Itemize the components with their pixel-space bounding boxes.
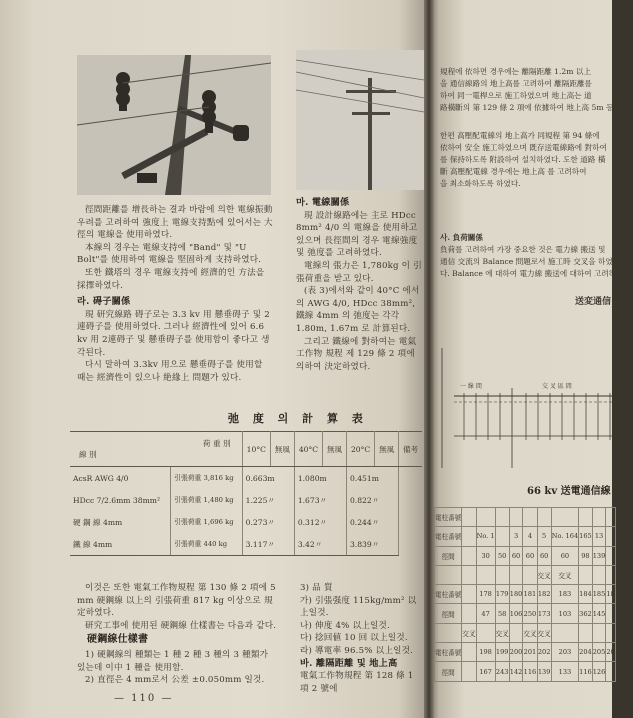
diagram-label-right: 交 叉 區 間 [542, 383, 572, 390]
table-cell: 178 [476, 585, 495, 604]
row-sag-20: 3.839〃 [346, 533, 398, 556]
table-cell [462, 508, 476, 527]
header-windless-2: 無風 [323, 432, 347, 467]
table-cell: 184 [579, 585, 593, 604]
table-cell: 167 [476, 662, 495, 681]
table-cell: 203 [551, 643, 578, 662]
table-cell: 交叉 [523, 623, 537, 642]
table-cell: 58 [495, 604, 509, 623]
after-table-para-1: 이것은 또한 電氣工作物規程 第 130 條 2 項에 5 mm 硬鋼線 以上의 引張荷重 817 kg 이상으로 規定하였다. [77, 583, 276, 619]
table-cell [462, 662, 476, 681]
table-cell: 18 [606, 585, 615, 604]
row-load: 引張荷重 440 kg [171, 533, 243, 556]
table-cell: 47 [476, 604, 495, 623]
table-cell: 243 [495, 662, 509, 681]
right-line: 를 保持하도록 附設하여 설치하였다. 도한 道路 橫 [440, 155, 606, 164]
diagram-label-left: 一 線 間 [460, 383, 482, 390]
col1-body [77, 204, 273, 384]
table-cell [462, 527, 476, 546]
table-title: 弛 度 의 計 算 表 [228, 412, 368, 425]
spec-heading: 硬鋼線仕樣書 [87, 634, 149, 646]
table-cell: 139 [537, 662, 551, 681]
row-remarks [399, 467, 422, 556]
table-cell: 98 [579, 546, 593, 565]
row-sag-40: 1.080m [294, 467, 346, 490]
book-gutter [424, 0, 434, 718]
right-line: 負荷를 고려하여 가장 중요한 것은 電力線 搬送 및 [440, 245, 606, 254]
quality-item-3: 다) 捻回値 10 回 以上일것. [300, 633, 408, 644]
table-cell: 30 [476, 546, 495, 565]
page-number: — 110 — [114, 693, 174, 704]
row-label: 電柱番號 [435, 508, 462, 527]
quality-item-4: 라) 導電率 96.5% 以上일것. [300, 645, 414, 656]
table-cell: 145 [592, 604, 606, 623]
row-sag-20: 0.244〃 [346, 511, 398, 533]
table-cell: 204 [579, 643, 593, 662]
table-cell: 142 [509, 662, 523, 681]
row-load: 引張荷重 1,480 kg [171, 489, 243, 511]
table-cell [592, 565, 606, 584]
right-line: 다. Balance 에 대하여 電力線 搬送에 대하여 고려하였다. [440, 269, 633, 278]
table-cell: 60 [523, 546, 537, 565]
table-cell: 13 [592, 527, 606, 546]
quality-item-2: 나) 伸度 4% 以上일것. [300, 620, 390, 631]
col2-para-1: 現 設計線路에는 主로 HDcc 8mm² 4/0 의 電線을 使用하고 있으며 長徑間의 경우 電線強度 및 弛度를 고려하였다. [296, 210, 418, 259]
utility-pole-photo-left [77, 55, 271, 195]
row-label: 電柱番號 [435, 643, 462, 662]
table-cell [509, 565, 523, 584]
table-cell [462, 643, 476, 662]
table-cell: 133 [551, 662, 578, 681]
table-row [435, 585, 616, 604]
table-cell [606, 662, 615, 681]
table-cell: 交叉 [462, 623, 476, 642]
table-row [435, 527, 616, 546]
row-label: 徑間 [435, 604, 462, 623]
table-cell: 202 [537, 643, 551, 662]
table-cell: 250 [523, 604, 537, 623]
row-wire-name: 鐵 線 4mm [70, 533, 171, 556]
table-cell: 205 [592, 643, 606, 662]
after-table-col2 [300, 582, 424, 695]
table-cell: 60 [509, 546, 523, 565]
table-row [435, 623, 616, 642]
row-wire-name: AcsR AWG 4/0 [70, 467, 171, 490]
right-line: 依하여 安全 施工하였으며 既存送電線路에 對하여 [440, 143, 607, 152]
row-sag-10: 3.117〃 [242, 533, 294, 556]
right-line: 을 通信線路의 地上高를 고려하여 離隔距離를 [440, 79, 592, 88]
table-cell: 5 [537, 527, 551, 546]
table-cell [476, 623, 495, 642]
table-cell [495, 527, 509, 546]
table-cell [551, 623, 578, 642]
diagram-poles [464, 393, 610, 440]
table-cell: 198 [476, 643, 495, 662]
after-table-col1 [77, 582, 277, 687]
corner-top: 荷 重 別 [203, 439, 231, 448]
col2-para-3: (表 3)에서와 같이 40°C 에서의 AWG 4/0, HDcc 38mm², 鐵線 4mm 의 弛度는 각각 1.80m, 1.67m 로 計算된다. [296, 286, 420, 334]
table-cell: 106 [509, 604, 523, 623]
table-cell [523, 565, 537, 584]
table-cell: 126 [592, 662, 606, 681]
row-wire-name: 硬 鋼 線 4mm [70, 511, 171, 533]
table-cell [462, 546, 476, 565]
table-cell: 116 [579, 662, 593, 681]
insulator-section-heading: 라. 碍子關係 [77, 296, 131, 308]
row-label [435, 623, 462, 642]
row-sag-40: 0.312〃 [294, 511, 346, 533]
table-cell [579, 565, 593, 584]
table-cell: No. 164 [551, 527, 578, 546]
table-cell: 4 [523, 527, 537, 546]
table-cell: 185 [592, 585, 606, 604]
table-cell: 173 [537, 604, 551, 623]
wire-section-heading: 마. 電線關係 [296, 197, 350, 208]
header-temp-40: 40°C [294, 432, 322, 467]
row-label: 電柱番號 [435, 585, 462, 604]
table-cell [537, 508, 551, 527]
header-windless-1: 無風 [270, 432, 294, 467]
table-cell: 183 [551, 585, 578, 604]
table-cell: 交叉 [551, 565, 578, 584]
table-cell [523, 508, 537, 527]
row-sag-40: 1.673〃 [294, 489, 346, 511]
table-cell [592, 508, 606, 527]
right-line: 斷 高壓配電線 경우에는 地上高 를 고려하여 [440, 167, 587, 176]
table-cell [606, 546, 615, 565]
row-sag-20: 0.451m [346, 467, 398, 490]
right-line: 通信 交流의 Balance 問題로서 施工時 交叉을 하였 [440, 257, 613, 266]
row-label [435, 565, 462, 584]
row-label: 徑間 [435, 546, 462, 565]
row-wire-name: HDcc 7/2.6mm 38mm² [70, 489, 171, 511]
pole-span-table [434, 507, 616, 682]
row-label: 電柱番號 [435, 527, 462, 546]
table-cell: 50 [495, 546, 509, 565]
table-corner [70, 432, 242, 467]
table-cell: 103 [551, 604, 578, 623]
utility-pole-photo-right [296, 50, 424, 190]
quality-item-1: 가) 引張强度 115kg/mm² 以上일것. [300, 595, 417, 619]
table-cell: 362 [579, 604, 593, 623]
insulator-para-2: 다시 말하여 3.3kv 用으로 懸垂碍子를 使用할 때는 經濟性이 있으나 絶緣上 問題가 있다. [77, 360, 263, 383]
table-cell: 165 [579, 527, 593, 546]
table-row [435, 643, 616, 662]
table-cell: 交叉 [537, 623, 551, 642]
table-cell [606, 527, 615, 546]
pole-lines-illustration [296, 50, 424, 190]
table-cell [579, 623, 593, 642]
table-cell [579, 508, 593, 527]
table-header-row [70, 432, 422, 467]
right-line: 하여 同一電桿으로 施工하였으며 地上高는 道 [440, 91, 592, 100]
table-cell: 20 [606, 643, 615, 662]
table-cell: 3 [509, 527, 523, 546]
table-cell [551, 508, 578, 527]
row-sag-40: 3.42〃 [294, 533, 346, 556]
table-row [435, 546, 616, 565]
col2-para-4: 그리고 鐵線에 對하여는 電氣工作物 規程 제 129 條 2 項에 의하여 決定하였다. [296, 336, 417, 372]
clearance-heading: 바. 離隔距離 및 地上高 [300, 657, 398, 669]
figure-title: 送変通信 [575, 297, 612, 307]
table-cell: 199 [495, 643, 509, 662]
right-line: 한편 高壓配電線의 地上高가 同規程 第 94 條에 [440, 131, 600, 140]
after-table-para-2: 研究工事에 使用된 硬鋼線 仕樣書는 다음과 같다. [85, 620, 277, 631]
insulator-para-1: 現 研究線路 碍子로는 3.3 kv 用 懸垂碍子 및 2連碍子를 使用하였다. 그러나 經濟性에 있어 6.6 kv 用 2連碍子 및 懸垂碍子를 使用함이 좋다고 생각된다. [77, 309, 270, 358]
figure-caption: 66 kv 送電通信線 [527, 486, 611, 497]
row-sag-10: 0.663m [242, 467, 294, 490]
table-row [435, 565, 616, 584]
table-cell [509, 623, 523, 642]
right-line: 路橫斷의 第 129 條 2 項에 依據하여 地上高 5m 등 [440, 103, 614, 112]
col1-para-1: 徑間距離를 增長하는 결과 바람에 의한 電線振動 우려를 고려하여 強度上 電線支持點에 있어서는 大徑의 電線을 使用하였다. [77, 205, 273, 241]
table-cell: 139 [592, 546, 606, 565]
row-label: 徑間 [435, 662, 462, 681]
table-row [70, 467, 422, 490]
table-cell: 180 [509, 585, 523, 604]
header-remarks: 備考 [399, 432, 422, 467]
table-cell: 60 [537, 546, 551, 565]
table-cell [462, 604, 476, 623]
table-cell [495, 508, 509, 527]
table-cell: 201 [523, 643, 537, 662]
spec-item-2: 2) 直徑은 4 mm로서 公差 ±0.050mm 일것. [85, 675, 265, 686]
table-cell [606, 565, 615, 584]
table-row [70, 489, 422, 511]
table-cell: 交叉 [495, 623, 509, 642]
table-row [70, 533, 422, 556]
row-sag-10: 0.273〃 [242, 511, 294, 533]
table-cell [606, 623, 615, 642]
col1-para-3: 또한 鐵塔의 경우 電線支持에 經濟的인 方法을 採擇하였다. [77, 267, 265, 291]
col2-para-2: 電線의 張力은 1,780kg 이 引張荷重을 받고 있다. [296, 260, 422, 284]
table-row [70, 511, 422, 533]
pole-insulators-illustration [77, 55, 271, 195]
table-cell: 116 [523, 662, 537, 681]
table-row [435, 604, 616, 623]
table-cell [476, 508, 495, 527]
load-section-heading: 사. 負荷關係 [440, 233, 483, 242]
table-cell: 182 [537, 585, 551, 604]
clearance-text: 電氣工作物規程 第 128 條 1 項 2 號에 [300, 671, 414, 694]
right-line: 規程에 依하면 경우에는 離隔距離 1.2m 以上 [440, 67, 592, 76]
transmission-line-diagram [434, 318, 612, 478]
table-cell [462, 565, 476, 584]
col1-para-2: 本線의 경우는 電線支持에 "Band" 및 "U Bolt"를 使用하여 電線을 堅固하게 支持하였다. [77, 242, 262, 266]
spec-item-1: 1) 硬鋼線의 種類는 1 種 2 種 3 種의 3 種類가 있는데 이中 1 種을 使用함. [77, 649, 269, 673]
header-windless-3: 無風 [375, 432, 399, 467]
col2-body [296, 197, 422, 373]
table-cell: 179 [495, 585, 509, 604]
sag-calculation-table [70, 431, 422, 556]
table-cell [476, 565, 495, 584]
table-cell [462, 585, 476, 604]
header-temp-10: 10°C [242, 432, 270, 467]
table-cell: 60 [551, 546, 578, 565]
corner-bottom: 線 別 [79, 450, 97, 459]
table-cell [495, 565, 509, 584]
table-cell [509, 508, 523, 527]
table-cell: 200 [509, 643, 523, 662]
table-cell: 交叉 [537, 565, 551, 584]
quality-heading: 3) 品 質 [300, 583, 333, 593]
row-load: 引張荷重 3,816 kg [171, 467, 243, 490]
header-temp-20: 20°C [346, 432, 374, 467]
row-sag-10: 1.225〃 [242, 489, 294, 511]
row-sag-20: 0.822〃 [346, 489, 398, 511]
right-line: 을 최소화하도록 하였다. [440, 179, 521, 188]
table-row [435, 662, 616, 681]
table-cell [606, 508, 615, 527]
table-cell [606, 604, 615, 623]
table-cell: No. 1 [476, 527, 495, 546]
row-load: 引張荷重 1,696 kg [171, 511, 243, 533]
table-cell [592, 623, 606, 642]
table-row [435, 508, 616, 527]
table-cell: 181 [523, 585, 537, 604]
